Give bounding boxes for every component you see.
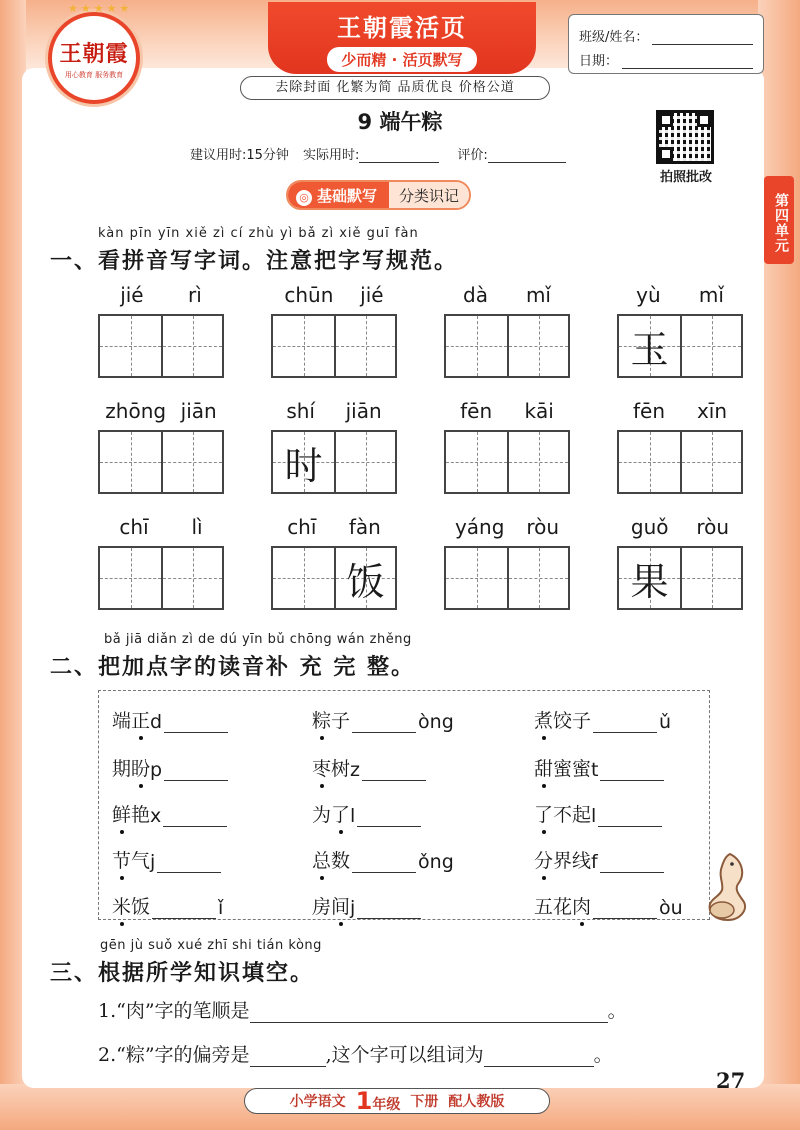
- class-name-label: 班级/姓名：: [579, 30, 649, 45]
- q3-line-2: [98, 1040, 613, 1067]
- pinyin-syllable-1: jié: [120, 283, 144, 307]
- tianzi-grid: [444, 430, 570, 494]
- cell-char: [509, 316, 568, 376]
- mascot-icon: [700, 850, 754, 924]
- q3-line1-text: 1.“肉”字的笔顺是: [98, 1000, 250, 1022]
- pinyin-syllable-2: mǐ: [698, 283, 724, 307]
- q3-line-1: [98, 996, 627, 1023]
- writing-cell[interactable]: [680, 432, 741, 492]
- q3-pinyin: gēn jù suǒ xué zhī shi tián kòng: [100, 938, 322, 953]
- word-pinyin: [444, 396, 570, 426]
- answer-blank[interactable]: [352, 855, 416, 873]
- pinyin-syllable-1: fēn: [632, 399, 665, 423]
- word-box: [98, 280, 224, 378]
- word-field[interactable]: [484, 1049, 594, 1067]
- cell-char: 玉: [630, 327, 669, 372]
- hint-after: ǐ: [218, 897, 224, 919]
- pinyin-syllable-1: zhōng: [105, 399, 167, 423]
- pinyin-syllable-2: ròu: [526, 515, 560, 539]
- dotted-character: 分: [534, 846, 553, 873]
- dotted-character: 粽: [312, 706, 331, 733]
- dotted-character: 总: [312, 846, 331, 873]
- writing-cell[interactable]: [619, 316, 680, 376]
- q2-pinyin: bǎ jiā diǎn zì de dú yīn bǔ chōng wán zhěng: [104, 632, 412, 647]
- writing-cell[interactable]: [334, 316, 395, 376]
- word-pinyin: [98, 396, 224, 426]
- pronunciation-item: [112, 892, 223, 919]
- word-box: [271, 512, 397, 610]
- word-box: [271, 396, 397, 494]
- cell-char: [446, 316, 507, 376]
- unit-tab: 第四单元: [764, 176, 794, 264]
- dotted-character: 甜: [534, 754, 553, 781]
- dotted-character: 煮: [534, 706, 553, 733]
- cell-char: [336, 316, 395, 376]
- answer-blank[interactable]: [164, 763, 228, 781]
- item-suffix: 数: [331, 850, 351, 872]
- word-box: [444, 396, 570, 494]
- answer-blank[interactable]: [163, 809, 227, 827]
- hint-after: òu: [659, 897, 683, 919]
- word-box: [444, 280, 570, 378]
- hint-after: ǒng: [418, 851, 454, 873]
- right-frame: [758, 0, 800, 1130]
- word-pinyin: [98, 512, 224, 542]
- tianzi-grid: [444, 546, 570, 610]
- cell-char: [273, 548, 334, 608]
- hint-before: j: [150, 851, 156, 873]
- cell-char: [682, 316, 741, 376]
- hint-before: j: [350, 897, 356, 919]
- answer-blank[interactable]: [593, 715, 657, 733]
- cell-char: [619, 432, 680, 492]
- section-main-label: 基础默写: [317, 187, 378, 205]
- pinyin-syllable-2: kāi: [524, 399, 554, 423]
- logo-text: 王朝霞: [59, 40, 129, 67]
- evaluation-field[interactable]: [488, 149, 566, 163]
- writing-cell[interactable]: [507, 316, 568, 376]
- pinyin-syllable-2: rì: [188, 283, 202, 307]
- writing-cell[interactable]: [161, 548, 222, 608]
- word-pinyin: [617, 280, 743, 310]
- pronunciation-item: [312, 892, 423, 919]
- word-box: [617, 512, 743, 610]
- cell-char: [682, 548, 741, 608]
- item-suffix: 饺子: [553, 710, 592, 732]
- cell-char: 时: [284, 443, 323, 488]
- cell-char: [446, 548, 507, 608]
- left-frame: [0, 0, 26, 1130]
- tianzi-grid: [271, 430, 397, 494]
- answer-blank[interactable]: [352, 715, 416, 733]
- pronunciation-item: [534, 892, 683, 919]
- radical-field[interactable]: [250, 1049, 326, 1067]
- writing-cell[interactable]: [507, 548, 568, 608]
- dotted-character: 了: [331, 800, 350, 827]
- qr-label: 拍照批改: [659, 170, 712, 185]
- cell-char: [273, 316, 334, 376]
- dotted-character: 盼: [131, 754, 150, 781]
- pronunciation-item: [112, 754, 230, 781]
- answer-blank[interactable]: [164, 715, 228, 733]
- tianzi-grid: [98, 314, 224, 378]
- pinyin-syllable-2: ròu: [696, 515, 730, 539]
- hint-before: l: [350, 805, 356, 827]
- header-banner: [268, 2, 536, 74]
- writing-cell[interactable]: [273, 432, 334, 492]
- cell-char: [163, 316, 222, 376]
- cell-char: [682, 432, 741, 492]
- answer-blank[interactable]: [357, 901, 421, 919]
- hint-before: z: [350, 759, 361, 781]
- pinyin-syllable-1: guǒ: [630, 515, 669, 539]
- footer-subject: 小学语文: [289, 1094, 346, 1110]
- word-pinyin: [617, 512, 743, 542]
- pinyin-syllable-1: fēn: [460, 399, 493, 423]
- item-prefix: 房: [312, 896, 332, 918]
- pronunciation-item: [312, 754, 428, 781]
- tianzi-grid: [271, 314, 397, 378]
- item-suffix: 饭: [131, 896, 151, 918]
- item-suffix: 界线: [553, 850, 592, 872]
- student-info-box: [568, 14, 764, 74]
- evaluation-label: 评价:: [457, 148, 488, 163]
- cell-char: [163, 432, 222, 492]
- dotted-character: 米: [112, 892, 131, 919]
- writing-cell[interactable]: [446, 432, 507, 492]
- section-pill: [286, 180, 471, 210]
- writing-cell[interactable]: [446, 548, 507, 608]
- writing-cell[interactable]: [161, 316, 222, 376]
- pronunciation-item: [312, 800, 423, 827]
- word-box: [98, 512, 224, 610]
- pinyin-syllable-2: jiān: [180, 399, 217, 423]
- pronunciation-item: [312, 846, 454, 873]
- word-pinyin: [98, 280, 224, 310]
- tianzi-grid: [617, 430, 743, 494]
- hint-after: òng: [418, 711, 454, 733]
- q3-line2-text-a: 2.“粽”字的偏旁是: [98, 1044, 250, 1066]
- word-box: [98, 396, 224, 494]
- cell-char: [100, 432, 161, 492]
- pinyin-syllable-1: yù: [636, 283, 661, 307]
- footer-grade: 年级: [372, 1097, 401, 1113]
- pinyin-syllable-1: shí: [286, 399, 315, 423]
- cell-char: [446, 432, 507, 492]
- item-suffix: 树: [331, 758, 351, 780]
- word-pinyin: [617, 396, 743, 426]
- pinyin-syllable-2: mǐ: [525, 283, 551, 307]
- cell-char: [509, 548, 568, 608]
- word-box: [444, 512, 570, 610]
- answer-blank[interactable]: [593, 901, 657, 919]
- date-label: 日期：: [579, 54, 619, 69]
- target-icon: ◎: [296, 190, 312, 206]
- footer-edition: 配人教版: [448, 1094, 505, 1110]
- dotted-character: 节: [112, 846, 131, 873]
- answer-blank[interactable]: [357, 809, 421, 827]
- actual-time-field[interactable]: [359, 149, 439, 163]
- dotted-character: 正: [131, 706, 150, 733]
- item-suffix: 子: [331, 710, 351, 732]
- cell-char: [509, 432, 568, 492]
- suggested-time: 建议用时:15分钟: [190, 148, 289, 163]
- answer-blank[interactable]: [598, 809, 662, 827]
- stroke-order-field[interactable]: [250, 1005, 608, 1023]
- dotted-character: 间: [331, 892, 350, 919]
- page-number: 27: [716, 1068, 746, 1093]
- hint-before: t: [591, 759, 599, 781]
- pronunciation-item: [534, 846, 666, 873]
- writing-cell[interactable]: [100, 316, 161, 376]
- pinyin-syllable-1: chī: [119, 515, 149, 539]
- cell-char: [163, 548, 222, 608]
- writing-cell[interactable]: [680, 548, 741, 608]
- logo-subtext: 用心教育 服务教育: [64, 70, 124, 79]
- word-pinyin: [271, 396, 397, 426]
- q1-title: 一、看拼音写字词。注意把字写规范。: [50, 249, 459, 274]
- footer-volume: 下册: [410, 1094, 439, 1110]
- item-prefix: 五花: [534, 896, 573, 918]
- pinyin-syllable-2: jiān: [345, 399, 382, 423]
- writing-cell[interactable]: [334, 432, 395, 492]
- item-suffix: 蜜蜜: [553, 758, 592, 780]
- answer-blank[interactable]: [157, 855, 221, 873]
- item-prefix: 为: [312, 804, 332, 826]
- tianzi-grid: [617, 546, 743, 610]
- pinyin-syllable-1: chūn: [284, 283, 334, 307]
- hint-before: f: [591, 851, 598, 873]
- writing-cell[interactable]: [273, 316, 334, 376]
- dotted-character: 枣: [312, 754, 331, 781]
- pronunciation-item: [112, 706, 230, 733]
- q3-line2-text-b: ,这个字可以组词为: [325, 1044, 484, 1066]
- q3-title: 三、根据所学知识填空。: [50, 961, 315, 986]
- pinyin-syllable-2: lì: [191, 515, 203, 539]
- section-sub-label: 分类识记: [389, 182, 469, 208]
- q3-line2-end: 。: [593, 1044, 613, 1066]
- pronunciation-item: [112, 800, 229, 827]
- writing-cell[interactable]: [619, 432, 680, 492]
- hint-before: l: [591, 805, 597, 827]
- writing-cell[interactable]: [100, 432, 161, 492]
- pinyin-syllable-2: fàn: [348, 515, 381, 539]
- stars-icon: ★★★★★: [68, 2, 133, 15]
- writing-cell[interactable]: [273, 548, 334, 608]
- item-prefix: 期: [112, 758, 132, 780]
- q2-title: 二、把加点字的读音补 充 完 整。: [50, 655, 415, 680]
- pinyin-syllable-1: yáng: [454, 515, 505, 539]
- qr-code-icon[interactable]: [656, 110, 714, 164]
- pinyin-syllable-2: jié: [360, 283, 384, 307]
- answer-blank[interactable]: [152, 901, 216, 919]
- class-name-field[interactable]: [652, 31, 753, 45]
- cell-char: [336, 432, 395, 492]
- pinyin-syllable-1: dà: [463, 283, 488, 307]
- item-suffix: 不起: [553, 804, 592, 826]
- hint-before: x: [150, 805, 162, 827]
- cell-char: [100, 316, 161, 376]
- date-field[interactable]: [622, 55, 753, 69]
- pronunciation-item: [312, 706, 454, 733]
- answer-blank[interactable]: [600, 763, 664, 781]
- word-box: [617, 280, 743, 378]
- footer-pill: [244, 1088, 550, 1114]
- writing-cell[interactable]: [619, 548, 680, 608]
- dotted-character: 肉: [572, 892, 591, 919]
- word-pinyin: [444, 512, 570, 542]
- pronunciation-item: [534, 706, 671, 733]
- word-box: [271, 280, 397, 378]
- banner-title: 王朝霞活页: [337, 13, 467, 42]
- q3-line1-end: 。: [607, 1000, 627, 1022]
- banner-subtitle: 少而精 · 活页默写: [327, 47, 476, 72]
- tianzi-grid: [271, 546, 397, 610]
- word-pinyin: [271, 280, 397, 310]
- item-suffix: 气: [131, 850, 151, 872]
- pronunciation-item: [534, 800, 664, 827]
- word-pinyin: [444, 280, 570, 310]
- tianzi-grid: [98, 430, 224, 494]
- pronunciation-item: [112, 846, 223, 873]
- hint-before: p: [150, 759, 163, 781]
- actual-time-label: 实际用时:: [302, 148, 360, 163]
- tianzi-grid: [444, 314, 570, 378]
- slogan: 去除封面 化繁为简 品质优良 价格公道: [240, 76, 550, 100]
- word-box: [617, 396, 743, 494]
- writing-cell[interactable]: [334, 548, 395, 608]
- pinyin-syllable-1: chī: [287, 515, 317, 539]
- hint-before: d: [150, 711, 163, 733]
- item-prefix: 端: [112, 710, 132, 732]
- pronunciation-item: [534, 754, 666, 781]
- q1-pinyin: kàn pīn yīn xiě zì cí zhù yì bǎ zì xiě guī fàn: [98, 226, 419, 241]
- cell-char: [100, 548, 161, 608]
- item-suffix: 艳: [131, 804, 151, 826]
- writing-cell[interactable]: [507, 432, 568, 492]
- cell-char: 果: [630, 559, 669, 604]
- writing-cell[interactable]: [161, 432, 222, 492]
- answer-blank[interactable]: [600, 855, 664, 873]
- writing-cell[interactable]: [100, 548, 161, 608]
- pinyin-syllable-2: xīn: [696, 399, 728, 423]
- time-row: [190, 144, 610, 163]
- dotted-character: 了: [534, 800, 553, 827]
- hint-after: ǔ: [659, 711, 672, 733]
- cell-char: 饭: [346, 559, 385, 604]
- brand-logo: [48, 2, 140, 104]
- word-pinyin: [271, 512, 397, 542]
- writing-cell[interactable]: [446, 316, 507, 376]
- footer-grade-number: 1: [355, 1087, 373, 1115]
- tianzi-grid: [98, 546, 224, 610]
- lesson-title: 9 端午粽: [357, 110, 443, 134]
- writing-cell[interactable]: [680, 316, 741, 376]
- dotted-character: 鲜: [112, 800, 131, 827]
- tianzi-grid: [617, 314, 743, 378]
- answer-blank[interactable]: [362, 763, 426, 781]
